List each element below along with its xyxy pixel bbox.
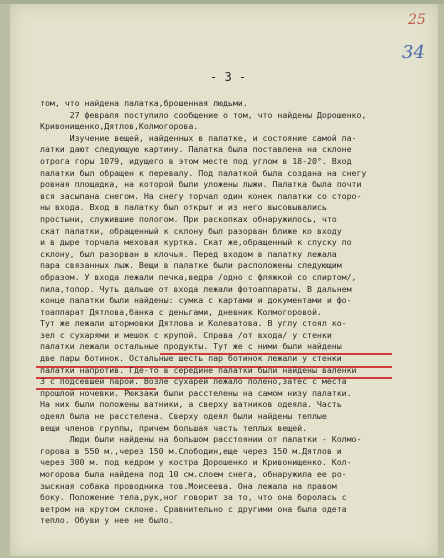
- body-line: прошлой ночевки. Рюкзаки были расстелены на самом низу палатки.: [40, 387, 352, 398]
- body-line: вещи членов группы, причем большая часть теплых вещей.: [40, 422, 308, 433]
- body-line: палатки лежали остальные продукты. Тут же с ними были найдены: [40, 341, 342, 352]
- body-line: склону, был разорван в клочья. Перед входом в палатку лежала: [40, 248, 337, 259]
- document-page: [10, 4, 438, 556]
- body-line: и в дыре торчала меховая куртка. Скат же,обращенный к спуску по: [40, 237, 352, 248]
- body-line: 3 с подсевшей парой. Возле сухарей лежало полено,затес с места: [40, 376, 347, 387]
- page-number: - 3 -: [210, 70, 247, 84]
- body-line: ровная площадка, на которой были уложены лыжи. Палатка была почти: [40, 179, 362, 190]
- body-line: Люди были найдены на большом расстоянии от палатки - Колмо-: [40, 434, 362, 445]
- body-line: пара связанных лыж. Вещи в палатке были расположены следующим: [40, 260, 342, 271]
- body-line: через 300 м. под кедром у костра Дорошенко и Кривонищенко. Кол-: [40, 457, 352, 468]
- body-line: латки дают следующую картину. Палатка была поставлена на склоне: [40, 144, 352, 155]
- body-line: палатки был обращен к перевалу. Под палаткой была создана на снегу: [40, 167, 367, 178]
- body-line: тепло. Обуви у нее не было.: [40, 515, 174, 526]
- body-line: ны входа. Вход в палатку был открыт и из него высовывались: [40, 202, 327, 213]
- body-line: простыни, служившие пологом. При раскопках обнаружилось, что: [40, 213, 337, 224]
- body-line: Тут же лежали штормовки Дятлова и Колеватова. В углу стоял ко-: [40, 318, 347, 329]
- body-line: образом. У входа лежали печка,ведра /одно с фляжкой со спиртом/,: [40, 271, 357, 282]
- body-line: На них были положены ватники, а сверху ватников одеяла. Часть: [40, 399, 342, 410]
- body-line: зыскная собака проводника тов.Моисеева. Она лежала на правом: [40, 480, 337, 491]
- handwritten-page-mark: 25: [408, 12, 426, 28]
- body-line: том, что найдена палатка,брошенная людьми.: [40, 98, 248, 108]
- body-line: могорова была найдена под 10 см.слоем снега, обнаружила ее ро-: [40, 469, 347, 479]
- body-line: зел с сухарями и мешок с крупой. Справа /от входа/ у стенки: [40, 329, 332, 340]
- body-line: две пары ботинок. Остальные шесть пар ботинок лежали у стенки: [40, 353, 342, 364]
- body-line: Кривонищенко,Дятлов,Колмогорова.: [40, 121, 199, 132]
- body-line: тоаппарат Дятлова,банка с деньгами, дневник Колмогоровой.: [40, 306, 322, 317]
- body-line: пила,топор. Чуть дальше от входа лежали фотоаппараты. В дальнем: [40, 283, 352, 294]
- body-line: скат палатки, обращенный к склону был разорван ближе ко входу: [40, 225, 342, 236]
- body-line: отрога горы 1079, идущего в этом месте под углом в 18-20°. Вход: [40, 155, 352, 166]
- body-line: горова в 550 м.,через 150 м.Слободин,еще через 150 м.Дятлов и: [40, 445, 342, 456]
- body-line: Изучение вещей, найденных в палатке, и состояние самой па-: [40, 132, 357, 143]
- typewritten-body: [40, 98, 432, 527]
- body-line: конце палатки были найдены: сумка с картами и документами и фо-: [40, 295, 352, 306]
- body-line: 27 февраля поступило сообщение о том, что найдены Дорошенко,: [40, 109, 367, 120]
- body-line: боку. Положение тела,рук,ног говорит за то, что она боролась с: [40, 492, 347, 503]
- body-line: вся засыпана снегом. На снегу торчал один конек палатки со сторо-: [40, 190, 362, 201]
- body-line: ветром на крутом склоне. Сравнительно с другими она была одета: [40, 503, 347, 514]
- body-line: одеял была не расстелена. Сверху одеял были найдены теплые: [40, 411, 327, 422]
- handwritten-folio-number: 34: [402, 42, 425, 63]
- body-line: палатки напротив. Где-то в середине палатки были найдены валенки: [40, 364, 357, 375]
